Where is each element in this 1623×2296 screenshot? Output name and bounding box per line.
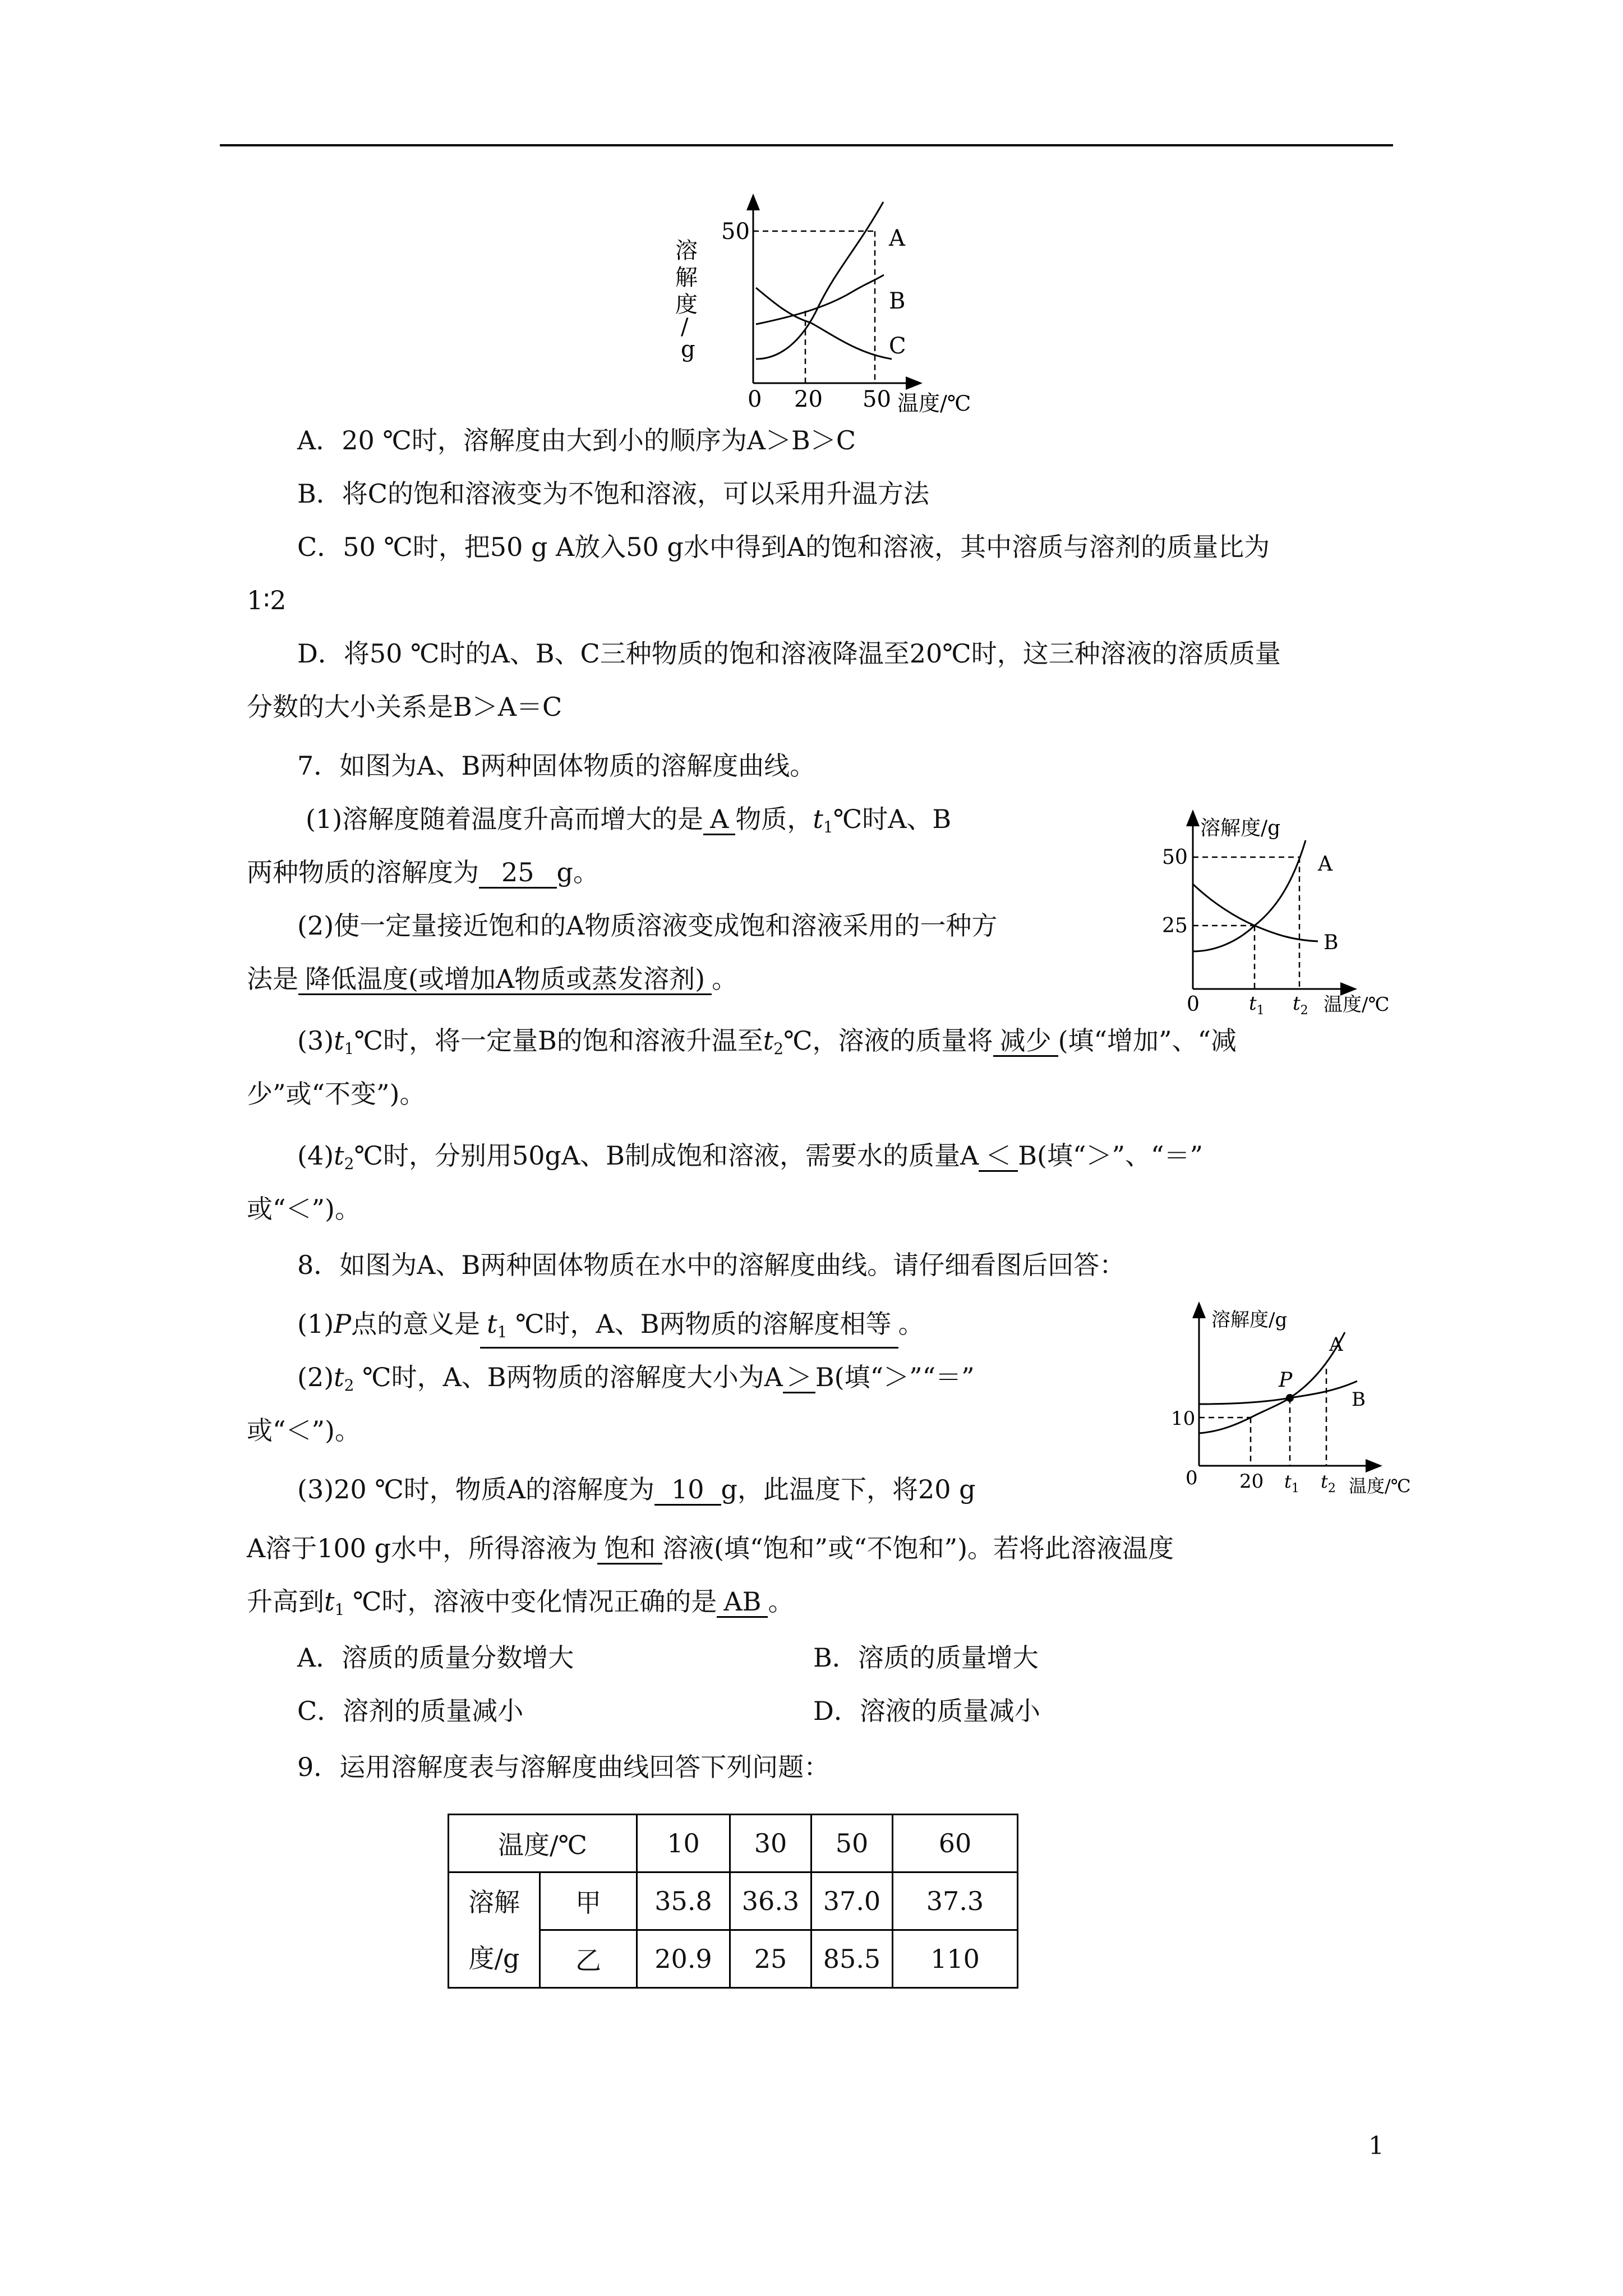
cell-yi-30: 25	[730, 1930, 811, 1988]
q7-part4-text-b: ℃时，分别用50gA、B制成饱和溶液，需要水的质量A	[354, 1140, 979, 1171]
q6-option-C-line1: C．50 ℃时，把50 g A放入50 g水中得到A的饱和溶液，其中溶质与溶剂的质量比为	[297, 532, 1270, 562]
q8-part2-text-a: (2)	[297, 1362, 334, 1392]
q8-part3-text-a: (3)20 ℃时，物质A的溶解度为	[297, 1474, 654, 1504]
curve-C	[756, 288, 892, 359]
header-temperature-label: 温度/℃	[449, 1815, 637, 1872]
cell-jia-30: 36.3	[730, 1872, 811, 1930]
q7-part3-text-b: ℃时，将一定量B的饱和溶液升温至	[354, 1025, 763, 1056]
x-tick-t2	[1293, 992, 1308, 1018]
q7-part1-text-b: 物质，	[735, 804, 813, 834]
q7-part4-t-sub: 2	[344, 1154, 354, 1173]
curve-B	[1199, 1381, 1357, 1404]
q7-stem: 7．如图为A、B两种固体物质的溶解度曲线。	[297, 751, 816, 781]
q8-part3-line3	[247, 1585, 794, 1627]
cell-yi-50: 85.5	[811, 1930, 893, 1988]
q8-part2-text-c: B(填“＞”“＝”	[815, 1362, 975, 1392]
q7-part1-line1	[306, 802, 951, 844]
cell-jia-60: 37.3	[893, 1872, 1018, 1930]
q8-part3-line2-a: A溶于100 g水中，所得溶液为	[247, 1533, 598, 1563]
q7-part1-answer-1: A	[703, 804, 735, 835]
q8-part3-line3-t-sub: 1	[334, 1600, 345, 1619]
solubility-table	[448, 1814, 1018, 1989]
table-header-row	[449, 1815, 1018, 1872]
q6-option-D-line2: 分数的大小关系是B＞A＝C	[247, 692, 562, 722]
q7-part1-line2	[247, 855, 599, 889]
x-tick-0: 0	[1186, 1467, 1198, 1489]
x-tick-t1-t: t	[1284, 1471, 1292, 1492]
q8-part3-answer-1: 10	[654, 1475, 721, 1506]
q7-part4-text-a: (4)	[297, 1140, 334, 1171]
x-tick-0: 0	[1187, 993, 1200, 1016]
q8-part2-line1	[297, 1360, 975, 1402]
q7-part4-answer: ＜	[979, 1141, 1018, 1172]
curve-label-B: B	[1352, 1388, 1366, 1411]
q6-option-B: B．将C的饱和溶液变为不饱和溶液，可以采用升温方法	[297, 478, 929, 509]
q8-part2-line2: 或“＜”)。	[247, 1415, 361, 1446]
q7-part2-answer: 降低温度(或增加A物质或蒸发溶剂)	[298, 964, 712, 995]
y-tick-10: 10	[1171, 1407, 1196, 1430]
q7-part4-t: t	[334, 1140, 344, 1171]
q8-part3-line2-b: 溶液(填“饱和”或“不饱和”)。若将此溶液温度	[662, 1533, 1174, 1563]
q7-part1-t-sub: 1	[823, 818, 833, 836]
q8-part2-answer: ＞	[783, 1363, 815, 1393]
curve-label-A: A	[889, 226, 905, 251]
q7-part1-line2-a: 两种物质的溶解度为	[247, 857, 479, 887]
q7-part4-line1	[297, 1139, 1203, 1181]
y-axis-label-2: 解	[675, 265, 698, 291]
q8-part1-answer-t-sub: 1	[497, 1323, 508, 1341]
q6-solubility-figure	[673, 191, 1032, 415]
x-axis-label: 温度/℃	[1324, 993, 1390, 1016]
q8-part3-text-b: g，此温度下，将20 g	[721, 1474, 976, 1504]
q9-stem: 9．运用溶解度表与溶解度曲线回答下列问题：	[297, 1752, 830, 1782]
header-temp-10: 10	[637, 1815, 730, 1872]
header-temp-60: 60	[893, 1815, 1018, 1872]
q7-part3-t2: t	[763, 1025, 774, 1056]
point-P	[1286, 1394, 1294, 1402]
q7-part3-t1: t	[334, 1025, 344, 1056]
q8-choice-C: C．溶剂的质量减小	[297, 1696, 524, 1726]
cell-yi-10: 20.9	[637, 1930, 730, 1988]
y-axis-label: 溶解度/g	[1200, 817, 1281, 840]
x-tick-t1	[1284, 1471, 1299, 1496]
q8-part1-P: P	[334, 1309, 352, 1339]
y-tick-50: 50	[721, 219, 750, 245]
q7-part2-line2-a: 法是	[247, 964, 298, 994]
q8-part1-text-a: (1)	[297, 1309, 334, 1339]
q8-part1-text-b: 点的意义是	[351, 1309, 481, 1339]
q8-part3-line3-b: ℃时，溶液中变化情况正确的是	[344, 1586, 717, 1617]
curve-label-C: C	[889, 333, 906, 359]
row-group-label	[449, 1872, 540, 1988]
page-number: 1	[1368, 2132, 1384, 2160]
y-tick-50: 50	[1162, 846, 1188, 869]
curve-A	[756, 202, 883, 359]
x-tick-t2-t: t	[1293, 992, 1301, 1015]
q8-part1-answer-t: t	[487, 1309, 497, 1339]
row-group-label-2: 度/g	[468, 1943, 520, 1973]
curve-B	[1193, 884, 1318, 941]
y-axis-label: 溶解度/g	[1211, 1309, 1288, 1331]
x-tick-t1-sub: 1	[1291, 1481, 1299, 1496]
y-tick-25: 25	[1162, 914, 1188, 937]
y-axis-label-5: g	[681, 337, 695, 362]
q8-choice-A: A．溶质的质量分数增大	[297, 1642, 574, 1673]
cell-jia-10: 35.8	[637, 1872, 730, 1930]
x-axis-label: 温度/℃	[897, 391, 971, 415]
curve-label-B: B	[1324, 931, 1339, 954]
q6-option-D-line1: D．将50 ℃时的A、B、C三种物质的饱和溶液降温至20℃时，这三种溶液的溶质质量	[297, 638, 1281, 669]
q8-part3-line3-c: 。	[768, 1586, 794, 1617]
q7-part3-line2: 少”或“不变”)。	[247, 1079, 426, 1109]
cell-yi-60: 110	[893, 1930, 1018, 1988]
curve-label-A: A	[1329, 1333, 1343, 1356]
x-tick-t2	[1321, 1471, 1336, 1496]
y-axis-label-1: 溶	[675, 238, 698, 264]
curve-label-A: A	[1318, 853, 1332, 876]
q7-part1-text-c: ℃时A、B	[833, 804, 952, 834]
x-tick-20: 20	[794, 386, 823, 412]
q8-part2-t: t	[334, 1362, 344, 1392]
q8-solubility-figure	[1166, 1301, 1447, 1509]
q8-part3-line3-a: 升高到	[247, 1586, 324, 1617]
q7-part1-line2-b: g。	[556, 857, 599, 887]
q7-part2-line1: (2)使一定量接近饱和的A物质溶液变成饱和溶液采用的一种方	[297, 910, 998, 941]
q7-part3-t1-sub: 1	[344, 1039, 354, 1058]
q8-choice-D: D．溶液的质量减小	[813, 1696, 1040, 1726]
x-tick-20: 20	[1239, 1470, 1264, 1493]
q8-part1-answer-rest: ℃时，A、B两物质的溶解度相等	[507, 1309, 892, 1339]
q7-part3-answer: 减少	[993, 1026, 1058, 1057]
row-name-yi: 乙	[540, 1930, 637, 1988]
q8-part3-line1	[297, 1473, 976, 1506]
curve-label-B: B	[889, 288, 906, 314]
q8-part1-text-c: 。	[898, 1309, 924, 1339]
q7-part2-line2	[247, 962, 737, 996]
q8-part3-answer-2: 饱和	[597, 1534, 662, 1565]
point-P-label: P	[1279, 1369, 1293, 1392]
cell-jia-50: 37.0	[811, 1872, 893, 1930]
q8-part3-answer-3: AB	[717, 1587, 768, 1618]
table-row	[449, 1872, 1018, 1930]
header-temp-50: 50	[811, 1815, 893, 1872]
q7-part4-text-c: B(填“＞”、“＝”	[1018, 1140, 1204, 1171]
q8-part1-answer	[480, 1309, 898, 1349]
x-tick-t1-t: t	[1249, 992, 1257, 1015]
q7-part3-text-a: (3)	[297, 1025, 334, 1056]
q8-part1	[297, 1307, 924, 1349]
q7-part3-t2-sub: 2	[773, 1039, 784, 1058]
x-tick-t1-sub: 1	[1256, 1004, 1265, 1018]
header-rule	[220, 144, 1393, 146]
q6-option-C-line2: 1∶2	[247, 585, 287, 615]
q8-part3-line3-t: t	[324, 1586, 335, 1617]
q7-part3-text-c: ℃，溶液的质量将	[783, 1025, 993, 1056]
y-axis-label-4: /	[681, 314, 689, 340]
q8-part2-text-b: ℃时，A、B两物质的溶解度大小为A	[354, 1362, 783, 1392]
q7-part3-line1	[297, 1024, 1237, 1066]
x-tick-t1	[1249, 992, 1265, 1018]
q7-part1-text-a: (1)溶解度随着温度升高而增大的是	[306, 804, 704, 834]
q7-part1-answer-2: 25	[479, 858, 557, 889]
x-tick-t2-sub: 2	[1327, 1481, 1336, 1496]
q7-part1-t: t	[813, 804, 823, 834]
q7-solubility-figure	[1155, 808, 1436, 1021]
x-axis-label: 温度/℃	[1349, 1475, 1411, 1497]
x-tick-t2-t: t	[1321, 1471, 1328, 1492]
q8-part3-line2	[247, 1531, 1174, 1565]
q7-part4-line2: 或“＜”)。	[247, 1194, 361, 1224]
y-axis-label-3: 度	[675, 292, 698, 318]
q8-choice-B: B．溶质的质量增大	[813, 1642, 1039, 1673]
curve-B	[756, 275, 884, 324]
header-temp-30: 30	[730, 1815, 811, 1872]
x-tick-0: 0	[748, 386, 762, 412]
q7-part2-line2-b: 。	[712, 964, 738, 994]
q8-part2-t-sub: 2	[344, 1376, 354, 1395]
q7-part3-text-d: (填“增加”、“减	[1058, 1025, 1237, 1056]
q8-stem: 8．如图为A、B两种固体物质在水中的溶解度曲线。请仔细看图后回答：	[297, 1250, 1126, 1280]
q6-option-A: A．20 ℃时，溶解度由大到小的顺序为A＞B＞C	[297, 425, 856, 455]
x-tick-t2-sub: 2	[1300, 1004, 1308, 1018]
row-name-jia: 甲	[540, 1872, 637, 1930]
x-tick-50: 50	[863, 386, 891, 412]
row-group-label-1: 溶解	[468, 1887, 520, 1917]
